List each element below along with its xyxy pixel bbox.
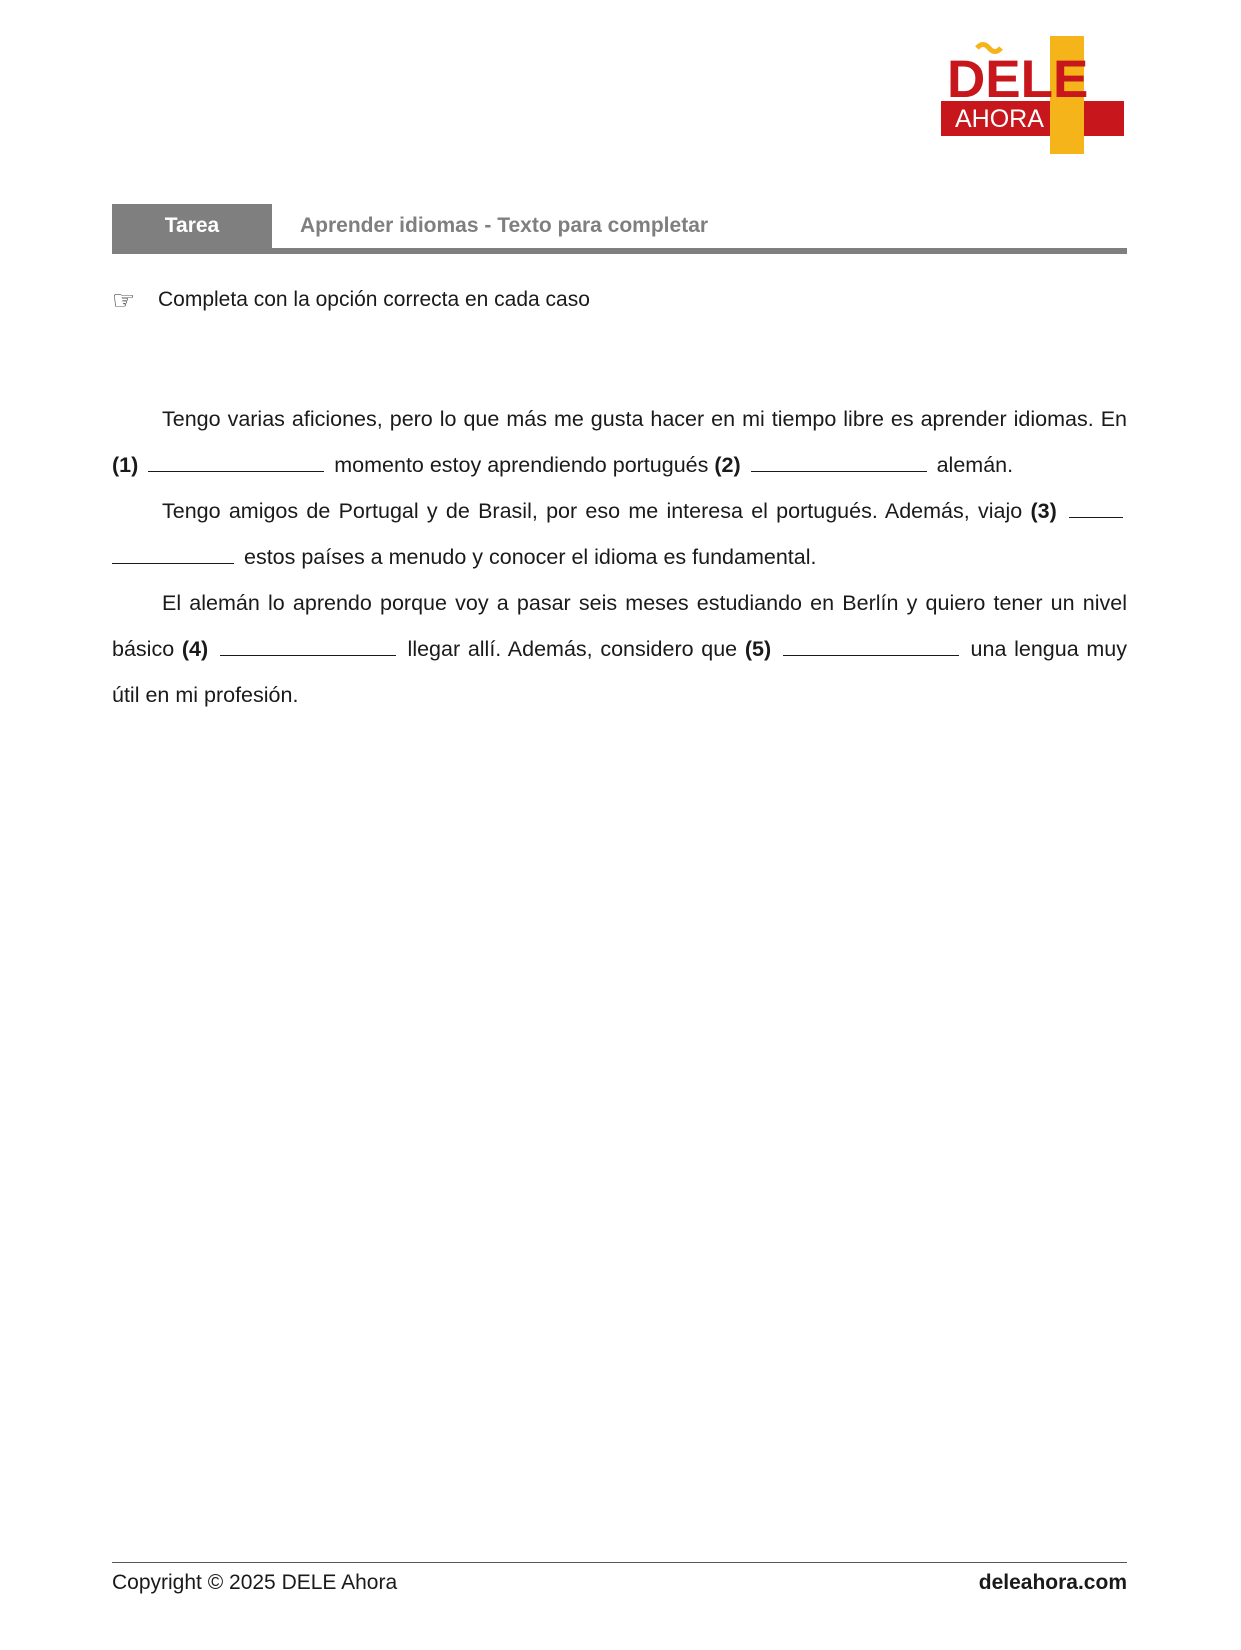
text-segment: una lengua muy útil en mi profesión. <box>112 637 1127 707</box>
dele-ahora-logo <box>937 36 1127 156</box>
task-title: Aprender idiomas - Texto para completar <box>300 214 709 237</box>
cloze-text <box>112 396 1127 718</box>
gap-blank-4[interactable] <box>220 637 396 656</box>
gap-number-1: (1) <box>112 453 139 477</box>
gap-blank-3[interactable] <box>1069 499 1123 518</box>
gap-number-4: (4) <box>181 637 209 661</box>
gap-number-2: (2) <box>714 453 741 477</box>
site-link[interactable]: deleahora.com <box>978 1571 1127 1594</box>
text-segment: Tengo varias aficiones, pero lo que más me gusta hacer en mi tiempo libre es aprender idiomas. En <box>162 407 1127 431</box>
text-segment: llegar allí. Además, considero que <box>407 637 738 661</box>
gap-blank-2[interactable] <box>751 453 927 472</box>
text-segment: alemán. <box>936 453 1014 477</box>
task-header-rule <box>112 248 1127 254</box>
gap-blank-3-continued[interactable] <box>112 545 234 564</box>
instruction-text: Completa con la opción correcta en cada caso <box>158 288 590 311</box>
copyright-text: Copyright © 2025 DELE Ahora <box>112 1571 398 1594</box>
paragraph-3 <box>112 580 1127 718</box>
text-segment: El alemán lo aprendo porque voy a pasar seis meses estudiando en Berlín y quiero tener un nivel básico <box>112 591 1127 661</box>
pointing-hand-icon: ☞ <box>112 285 136 315</box>
paragraph-2 <box>112 488 1127 580</box>
svg-text:DELE: DELE <box>947 50 1089 109</box>
text-segment: Tengo amigos de Portugal y de Brasil, por eso me interesa el portugués. Además, viajo <box>162 499 1023 523</box>
instruction <box>112 282 590 318</box>
svg-text:AHORA: AHORA <box>955 105 1044 133</box>
gap-blank-5[interactable] <box>783 637 959 656</box>
task-tab: Tarea <box>112 204 272 250</box>
gap-number-5: (5) <box>744 637 772 661</box>
text-segment: momento estoy aprendiendo portugués <box>334 453 709 477</box>
footer <box>112 1562 1127 1603</box>
task-header <box>112 204 1127 254</box>
gap-blank-1[interactable] <box>148 453 324 472</box>
paragraph-1 <box>112 396 1127 488</box>
text-segment: estos países a menudo y conocer el idioma es fundamental. <box>243 545 817 569</box>
gap-number-3: (3) <box>1030 499 1057 523</box>
